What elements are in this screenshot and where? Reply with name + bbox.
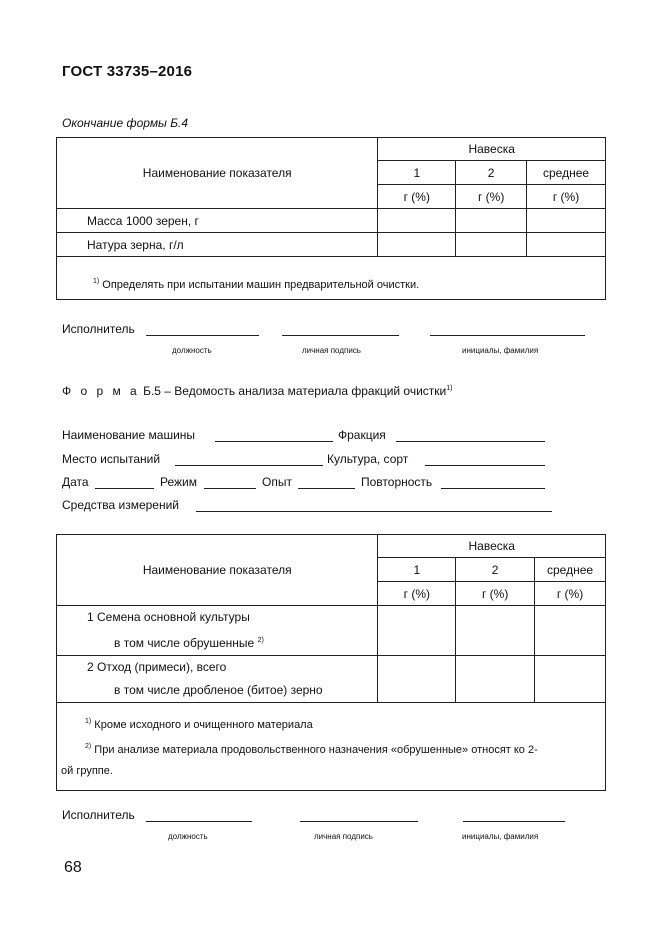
row1-main: 1 Семена основной культуры: [87, 610, 250, 624]
date-field[interactable]: [95, 488, 154, 489]
table1-col-3: среднее: [527, 161, 606, 185]
form-title-sup: 1): [446, 385, 453, 392]
table1: [56, 137, 606, 300]
table2-col-3: среднее: [535, 558, 606, 582]
row1-sub-text: в том числе обрушенные: [114, 636, 255, 650]
form-title-prefix: Ф о р м а: [62, 384, 140, 398]
table1-cell[interactable]: [456, 233, 527, 257]
footnote-2: [61, 736, 597, 761]
table2-unit-3: г (%): [535, 582, 606, 606]
table1-unit-3: г (%): [527, 185, 606, 209]
table1-row-label: Натура зерна, г/л: [57, 233, 378, 257]
form-title-text: Б.5 – Ведомость анализа материала фракций очистки: [143, 384, 447, 398]
name-caption: инициалы, фамилия: [462, 346, 539, 355]
table1-cell[interactable]: [527, 233, 606, 257]
table2-footnotes: [57, 703, 606, 791]
repeat-field[interactable]: [441, 488, 545, 489]
table1-col-2: 2: [456, 161, 527, 185]
table1-cell[interactable]: [527, 209, 606, 233]
experiment-label: Опыт: [262, 475, 292, 489]
table2-col-header: Наименование показателя: [57, 535, 378, 606]
footnote-mark: 1): [85, 718, 92, 725]
culture-field[interactable]: [425, 465, 545, 466]
document-header: ГОСТ 33735–2016: [62, 63, 193, 80]
table2-cell[interactable]: [535, 606, 606, 656]
table2-cell[interactable]: [378, 606, 456, 656]
signature-caption: личная подпись: [302, 346, 361, 355]
instruments-field[interactable]: [196, 511, 552, 512]
footnote-text: При анализе материала продовольственного назначения «обрушенные» относят ко 2-: [94, 744, 538, 756]
table1-unit-2: г (%): [456, 185, 527, 209]
position-caption: должность: [168, 832, 208, 841]
table2-col-1: 1: [378, 558, 456, 582]
fraction-label: Фракция: [338, 428, 386, 442]
footnote-mark: 1): [93, 277, 100, 285]
machine-label: Наименование машины: [62, 428, 196, 442]
table-row: [57, 209, 606, 233]
table2-row-label: [57, 656, 378, 703]
table1-cell[interactable]: [378, 209, 456, 233]
instruments-label: Средства измерений: [62, 498, 180, 512]
table2-cell[interactable]: [456, 656, 535, 703]
signature-label: Исполнитель: [62, 808, 135, 822]
table-row: [57, 233, 606, 257]
mode-label: Режим: [160, 475, 197, 489]
position-caption: должность: [172, 346, 212, 355]
table1-caption: Окончание формы Б.4: [62, 116, 189, 130]
place-field[interactable]: [175, 465, 323, 466]
position-field[interactable]: [146, 335, 259, 336]
table-row: [57, 656, 606, 703]
table1-cell[interactable]: [456, 209, 527, 233]
footnote-text: Кроме исходного и очищенного материала: [94, 719, 313, 731]
footnote-mark: 2): [85, 743, 92, 750]
signature-label: Исполнитель: [62, 322, 135, 336]
table2-group-header: Навеска: [378, 535, 606, 558]
table-row: [57, 606, 606, 656]
table2-unit-2: г (%): [456, 582, 535, 606]
row2-main: 2 Отход (примеси), всего: [87, 660, 227, 674]
signature-field[interactable]: [282, 335, 399, 336]
mode-field[interactable]: [204, 488, 256, 489]
machine-field[interactable]: [215, 441, 333, 442]
table1-row-label: Масса 1000 зерен, г: [57, 209, 378, 233]
table1-col-header: Наименование показателя: [57, 138, 378, 209]
table2: [56, 534, 606, 791]
table1-cell[interactable]: [378, 233, 456, 257]
repeat-label: Повторность: [361, 475, 433, 489]
table1-unit-1: г (%): [378, 185, 456, 209]
name-caption: инициалы, фамилия: [462, 832, 539, 841]
footnote-2-cont: ой группе.: [61, 765, 113, 777]
signature-field[interactable]: [300, 821, 418, 822]
table2-cell[interactable]: [456, 606, 535, 656]
table1-footnote: [57, 257, 606, 300]
table1-group-header: Навеска: [378, 138, 606, 161]
row1-sub-sup: 2): [257, 637, 264, 644]
table1-col-1: 1: [378, 161, 456, 185]
signature-caption: личная подпись: [314, 832, 373, 841]
table2-row-label: [57, 606, 378, 656]
date-label: Дата: [62, 475, 89, 489]
place-label: Место испытаний: [62, 452, 161, 466]
table2-unit-1: г (%): [378, 582, 456, 606]
page-number: 68: [64, 859, 82, 876]
row2-sub: в том числе дробленое (битое) зерно: [114, 683, 323, 697]
row1-sub: [87, 629, 377, 655]
footnote-text: Определять при испытании машин предварительной очистки.: [102, 278, 420, 291]
form-title: [62, 384, 452, 398]
table2-col-2: 2: [456, 558, 535, 582]
experiment-field[interactable]: [298, 488, 355, 489]
name-field[interactable]: [430, 335, 585, 336]
position-field[interactable]: [146, 821, 252, 822]
table2-cell[interactable]: [535, 656, 606, 703]
name-field[interactable]: [463, 821, 565, 822]
fraction-field[interactable]: [396, 441, 545, 442]
footnote-1: [61, 711, 597, 736]
culture-label: Культура, сорт: [327, 452, 409, 466]
table2-cell[interactable]: [378, 656, 456, 703]
